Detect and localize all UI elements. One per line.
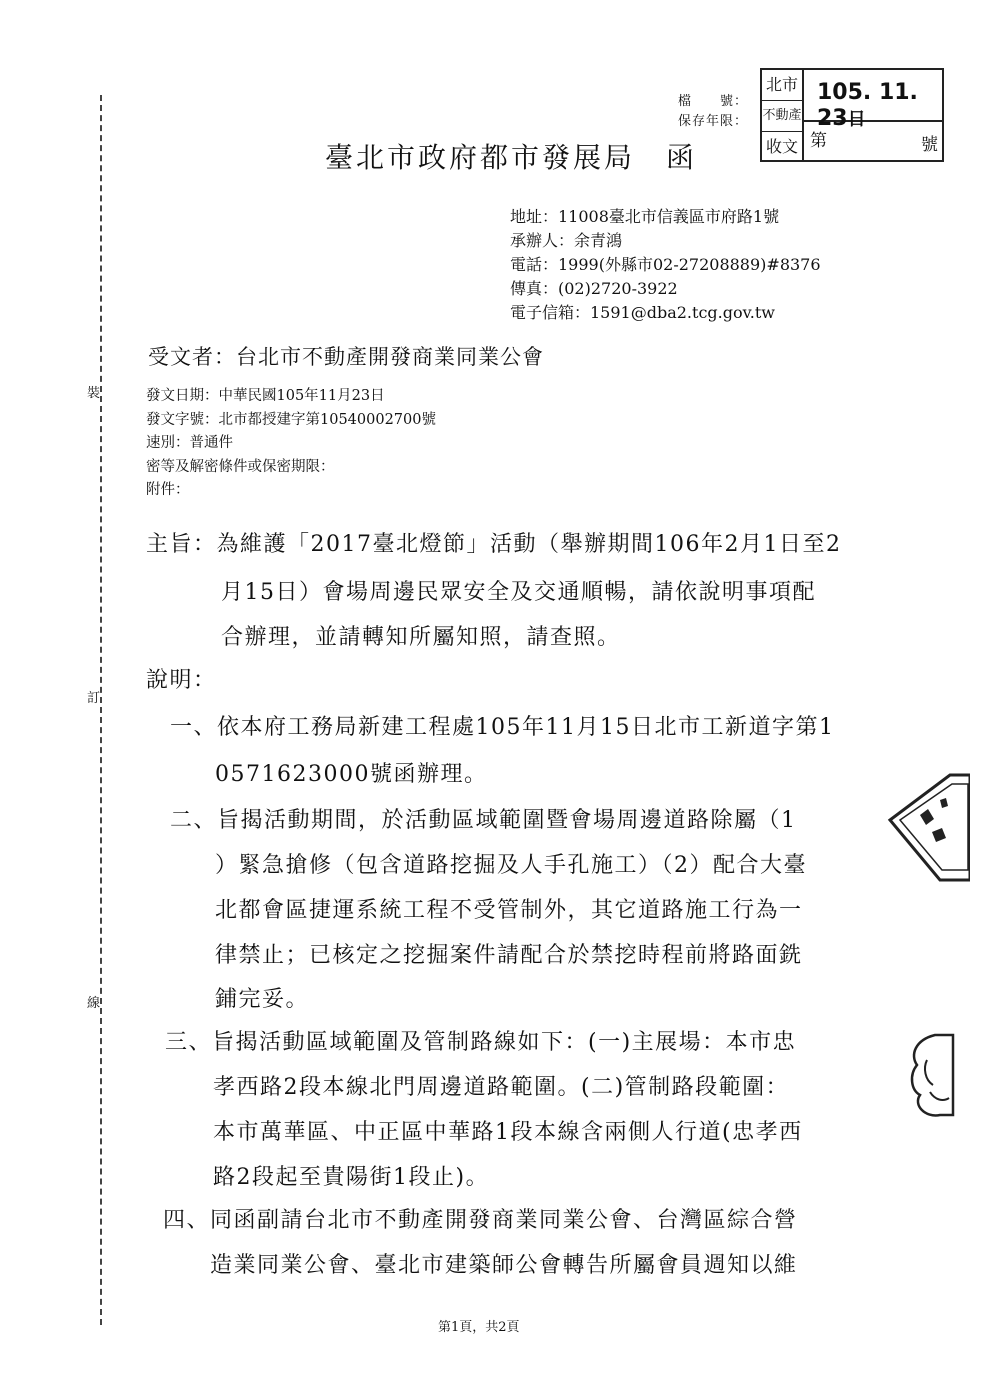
classification: 密等及解密條件或保密期限： (146, 458, 335, 475)
item-line: 一、依本府工務局新建工程處105年11月15日北市工新道字第1 (170, 715, 835, 740)
stamp-label-line: 收文 (765, 137, 798, 156)
binding-dashed-line (100, 95, 102, 1325)
stamp-label-line: 不動產 (762, 101, 802, 132)
item-line: 本市萬華區、中正區中華路1段本線含兩側人行道(忠孝西 (213, 1120, 803, 1145)
item-line: 二、旨揭活動期間，於活動區域範圍暨會場周邊道路除屬（1 (170, 808, 797, 833)
binding-mark-xian: 線 (87, 990, 100, 1013)
binding-mark-ding: 訂 (87, 685, 100, 708)
priority: 速別：普通件 (146, 435, 233, 451)
subject-line: 主旨：為維護「2017臺北燈節」活動（舉辦期間106年2月1日至2 (146, 532, 842, 557)
attachments: 附件： (146, 482, 190, 498)
subject-line: 月15日）會場周邊民眾安全及交通順暢，請依說明事項配 (221, 580, 816, 605)
contact-handler: 承辦人：余青鴻 (510, 231, 623, 250)
contact-address: 地址：11008臺北市信義區市府路1號 (510, 207, 780, 226)
partial-seal-stamp-icon (880, 770, 970, 890)
page-footer: 第1頁，共2頁 (438, 1320, 520, 1335)
item-line: 路2段起至貴陽街1段止)。 (213, 1165, 490, 1190)
stamp-date-suffix: 日 (847, 109, 866, 130)
contact-phone: 電話：1999(外縣市02-27208889)#8376 (510, 255, 821, 274)
document-number: 發文字號：北市都授建字第10540002700號 (146, 411, 436, 428)
meta-block (146, 385, 436, 503)
item-line: 律禁止；已核定之挖掘案件請配合於禁挖時程前將路面銑 (215, 943, 803, 968)
item-line: ）緊急搶修（包含道路挖掘及人手孔施工）（2）配合大臺 (215, 853, 807, 878)
binding-mark-zhuang: 裝 (87, 380, 100, 403)
stamp-number-suffix: 號 (921, 135, 938, 155)
stamp-number-label: 第 (810, 131, 827, 151)
item-line: 四、同函副請台北市不動產開發商業同業公會、台灣區綜合營 (163, 1208, 798, 1233)
contact-fax: 傳真：(02)2720-3922 (510, 279, 678, 298)
stamp-date-value: 105. 11. 23 (817, 80, 918, 131)
item-line: 三、旨揭活動區域範圍及管制路線如下：(一)主展場：本市忠 (165, 1030, 797, 1055)
recipient: 受文者：台北市不動產開發商業同業公會 (148, 345, 544, 369)
stamp-label-column (762, 70, 804, 160)
retention-period-label: 保存年限： (678, 114, 749, 129)
item-line: 北都會區捷運系統工程不受管制外，其它道路施工行為一 (215, 898, 803, 923)
item-line: 造業同業公會、臺北市建築師公會轉告所屬會員週知以維 (210, 1253, 798, 1278)
partial-seal-stamp-icon (905, 1030, 955, 1120)
item-line: 鋪完妥。 (215, 987, 310, 1012)
received-stamp (760, 68, 944, 162)
document-title: 臺北市政府都市發展局 函 (325, 141, 698, 174)
contact-email: 電子信箱：1591@dba2.tcg.gov.tw (510, 303, 775, 322)
item-line: 孝西路2段本線北門周邊道路範圍。(二)管制路段範圍： (213, 1075, 790, 1100)
stamp-label-line: 北市 (762, 70, 802, 101)
stamp-date (817, 80, 942, 131)
item-line: 0571623000號函辦理。 (215, 762, 488, 787)
subject-line: 合辦理，並請轉知所屬知照，請查照。 (221, 625, 621, 650)
file-number-label: 檔 號： (678, 94, 749, 109)
issue-date: 發文日期：中華民國105年11月23日 (146, 388, 385, 404)
explanation-label: 說明： (146, 668, 217, 693)
contact-block (510, 205, 821, 325)
